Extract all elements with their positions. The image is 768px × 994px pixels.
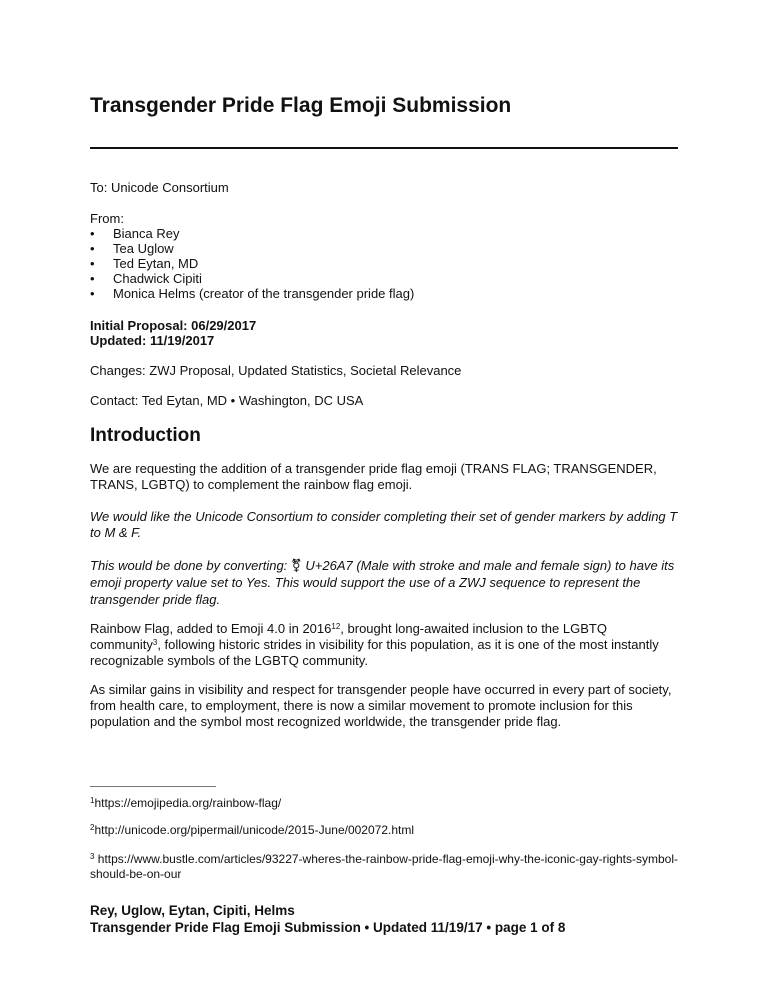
p4-text-c: , following historic strides in visibility for this population, as it is one of the most instantly recognizable symbols of the LGBTQ community. bbox=[90, 637, 659, 668]
p4-text-b: , brought long-awaited inclusion to the LGBTQ community bbox=[90, 621, 607, 652]
footnote-link[interactable]: https://emojipedia.org/rainbow-flag/ bbox=[94, 796, 282, 810]
author-name: Chadwick Cipiti bbox=[113, 271, 202, 286]
changes-line: Changes: ZWJ Proposal, Updated Statistics, Societal Relevance bbox=[90, 363, 462, 378]
author-name: Monica Helms (creator of the transgender pride flag) bbox=[113, 286, 415, 301]
footnote-divider bbox=[90, 786, 216, 787]
updated-date: Updated: 11/19/2017 bbox=[90, 333, 215, 348]
intro-paragraph-2: We would like the Unicode Consortium to consider completing their set of gender markers by adding T to M & F. bbox=[90, 509, 678, 540]
footnote-number: 3 bbox=[90, 852, 95, 861]
bullet: • bbox=[90, 256, 95, 271]
initial-proposal-date: Initial Proposal: 06/29/2017 bbox=[90, 318, 257, 333]
p4-text-a: Rainbow Flag, added to Emoji 4.0 in 2016 bbox=[90, 621, 332, 636]
bullet: • bbox=[90, 271, 95, 286]
author-item bbox=[90, 256, 678, 271]
bullet: • bbox=[90, 226, 95, 241]
author-item bbox=[90, 226, 678, 241]
author-item bbox=[90, 286, 678, 301]
footnote-number: 2 bbox=[90, 823, 95, 832]
footer-page-info: Transgender Pride Flag Emoji Submission • Updated 11/19/17 • page 1 of 8 bbox=[90, 920, 566, 935]
footer-authors: Rey, Uglow, Eytan, Cipiti, Helms bbox=[90, 903, 295, 918]
intro-paragraph-3: This would be done by converting: ⚧ U+26A7 (Male with stroke and male and female sign) to have its emoji property value set to Yes. This would support the use of a ZWJ sequence to represent the transgender pride flag. bbox=[90, 558, 675, 607]
intro-paragraph-1: We are requesting the addition of a transgender pride flag emoji (TRANS FLAG; TRANSGENDER, TRANS, LGBTQ) to complement the rainbow flag emoji. bbox=[90, 461, 657, 492]
to-line: To: Unicode Consortium bbox=[90, 180, 229, 195]
bullet: • bbox=[90, 241, 95, 256]
footnote bbox=[90, 852, 678, 882]
document-title: Transgender Pride Flag Emoji Submission bbox=[90, 94, 512, 117]
footnote-link[interactable]: http://unicode.org/pipermail/unicode/2015-June/002072.html bbox=[94, 823, 414, 837]
title-divider bbox=[90, 147, 678, 149]
footnote bbox=[90, 796, 678, 811]
contact-line: Contact: Ted Eytan, MD • Washington, DC USA bbox=[90, 393, 364, 408]
footnote-ref-3: 3 bbox=[152, 638, 158, 647]
page-footer bbox=[90, 902, 565, 936]
author-name: Ted Eytan, MD bbox=[113, 256, 199, 271]
intro-paragraph-5: As similar gains in visibility and respect for transgender people have occurred in every part of society, from health care, to employment, there is now a similar movement to promote inclusion for this population and the symbol most recognized worldwide, the transgender pride flag. bbox=[90, 682, 672, 729]
author-name: Bianca Rey bbox=[113, 226, 180, 241]
intro-paragraph-4 bbox=[90, 621, 678, 669]
dates-section bbox=[90, 318, 678, 348]
bullet: • bbox=[90, 286, 95, 301]
introduction-heading: Introduction bbox=[90, 425, 201, 446]
author-item bbox=[90, 271, 678, 286]
footnote-ref-1-2: 12 bbox=[331, 622, 341, 631]
from-section bbox=[90, 211, 678, 301]
from-label: From: bbox=[90, 211, 124, 226]
author-item bbox=[90, 241, 678, 256]
footnote-link[interactable]: https://www.bustle.com/articles/93227-wheres-the-rainbow-pride-flag-emoji-why-the-iconic-gay-rights-symbol-should-be-on-our bbox=[90, 852, 678, 881]
footnote-number: 1 bbox=[90, 796, 95, 805]
footnote bbox=[90, 823, 678, 838]
author-name: Tea Uglow bbox=[113, 241, 174, 256]
author-list bbox=[90, 226, 678, 301]
